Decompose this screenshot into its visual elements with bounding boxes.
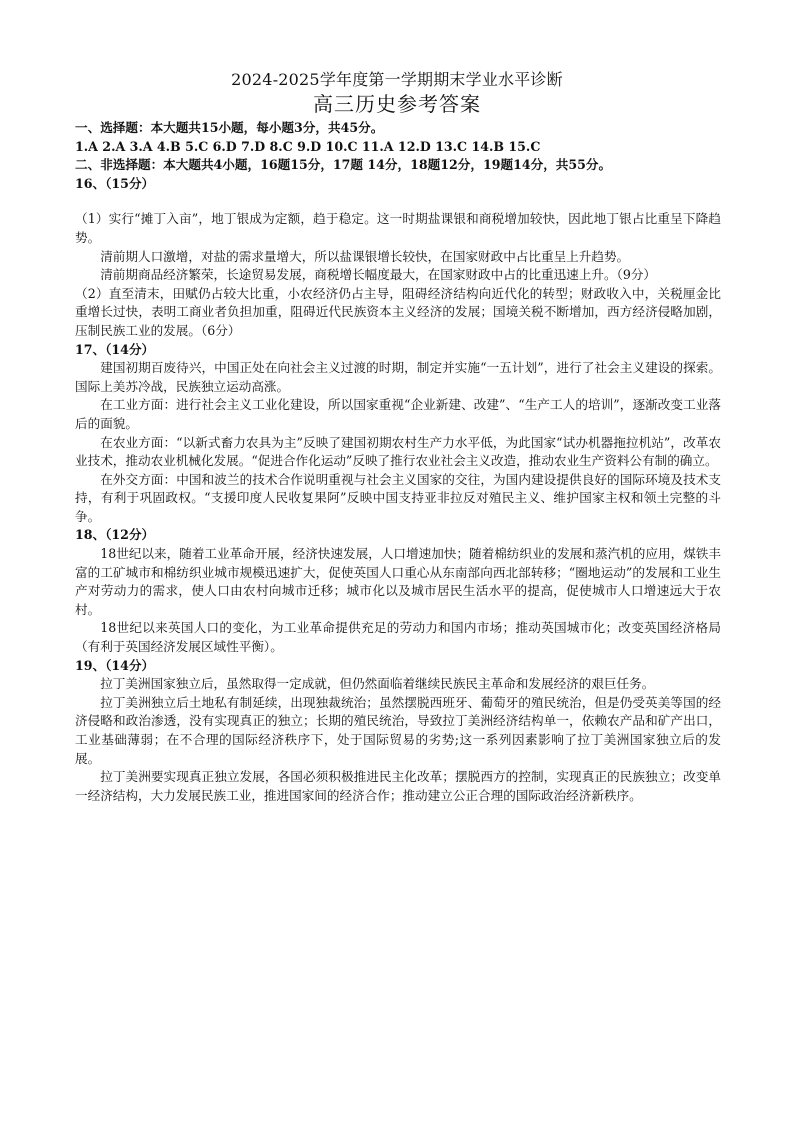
document-body: [75, 119, 721, 805]
part2-heading: 二、非选择题：本大题共4小题，16题15分，17题 14分，18题12分，19题14分，共55分。: [75, 157, 612, 173]
part1-answers: 1.A 2.A 3.A 4.B 5.C 6.D 7.D 8.C 9.D 10.C 11.A 12.D 13.C 14.B 15.C: [75, 138, 541, 154]
q19-paragraph: 拉丁美洲独立后土地私有制延续，出现独裁统治；虽然摆脱西班牙、葡萄牙的殖民统治，但是仍受英美等国的经济侵略和政治渗透，没有实现真正的独立；长期的殖民统治，导致拉丁美洲经济结构单一，依赖农产品和矿产出口，工业基础薄弱；在不合理的国际经济秩序下，处于国际贸易的劣势;这一系列因素影响了拉丁美洲国家独立后的发展。: [75, 694, 721, 766]
q19-paragraph: 拉丁美洲要实现真正独立发展，各国必须积极推进民主化改革；摆脱西方的控制，实现真正的民族独立；改变单一经济结构，大力发展民族工业，推进国家间的经济合作；推动建立公正合理的国际政治经济新秩序。: [75, 769, 721, 803]
q18-label: 18、（12分）: [75, 527, 155, 543]
q18-paragraph: 18世纪以来，随着工业革命开展，经济快速发展，人口增速加快；随着棉纺织业的发展和蒸汽机的应用，煤铁丰富的工矿城市和棉纺织业城市规模迅速扩大，促使英国人口重心从东南部向西北部转移；“圈地运动”的发展和工业生产对劳动力的需求，使人口由农村向城市迁移；城市化以及城市居民生活水平的提高，促使城市人口增速远大于农村。: [75, 546, 721, 617]
document-title: 2024-2025学年度第一学期期末学业水平诊断: [231, 70, 563, 89]
q17-paragraph: 建国初期百废待兴，中国正处在向社会主义过渡的时期，制定并实施“一五计划”，进行了社会主义建设的探索。国际上美苏冷战，民族独立运动高涨。: [75, 360, 721, 394]
spacer: [75, 193, 721, 210]
part1-heading: 一、选择题：本大题共15小题，每小题3分，共45分。: [75, 120, 384, 135]
q16-paragraph: （2）直至清末，田赋仍占较大比重，小农经济仍占主导，阻碍经济结构向近代化的转型；财政收入中，关税厘金比重增长过快，表明工商业者负担加重，阻碍近代民族资本主义经济的发展；国境关税不断增加，西方经济侵略加剧，压制民族工业的发展。（6分）: [75, 285, 721, 338]
q17-label: 17、（14分）: [75, 341, 155, 357]
document-subtitle: 高三历史参考答案: [313, 92, 481, 116]
q18-paragraph: 18世纪以来英国人口的变化，为工业革命提供充足的劳动力和国内市场；推动英国城市化；改变英国经济格局（有利于英国经济发展区域性平衡）。: [75, 620, 721, 655]
q16-paragraph: （1）实行“摊丁入亩”，地丁银成为定额，趋于稳定。这一时期盐课银和商税增加较快，因此地丁银占比重呈下降趋势。: [75, 211, 721, 245]
q17-paragraph: 在工业方面：进行社会主义工业化建设，所以国家重视“企业新建、改建”、“生产工人的培训”，逐渐改变工业落后的面貌。: [75, 397, 721, 431]
q16-label: 16、（15分）: [75, 175, 155, 191]
q17-paragraph: 在外交方面：中国和波兰的技术合作说明重视与社会主义国家的交往，为国内建设提供良好的国际环境及技术支持，有利于巩固政权。“支援印度人民收复果阿”反映中国支持亚非拉反对殖民主义、维护国家主权和领土完整的斗争。: [75, 471, 721, 524]
q16-paragraph: 清前期人口激增，对盐的需求量增大，所以盐课银增长较快，在国家财政中占比重呈上升趋势。: [100, 248, 630, 264]
q19-paragraph: 拉丁美洲国家独立后，虽然取得一定成就，但仍然面临着继续民族民主革命和发展经济的艰巨任务。: [100, 676, 655, 692]
q19-label: 19、（14分）: [75, 657, 155, 673]
q16-paragraph: 清前期商品经济繁荣，长途贸易发展，商税增长幅度最大，在国家财政中占的比重迅速上升。（9分）: [100, 267, 657, 283]
q17-paragraph: 在农业方面：“以新式畜力农具为主”反映了建国初期农村生产力水平低，为此国家“试办机器拖拉机站”，改革农业技术，推动农业机械化发展。“促进合作化运动”反映了推行农业社会主义改造，推动农业生产资料公有制的确立。: [75, 434, 721, 469]
